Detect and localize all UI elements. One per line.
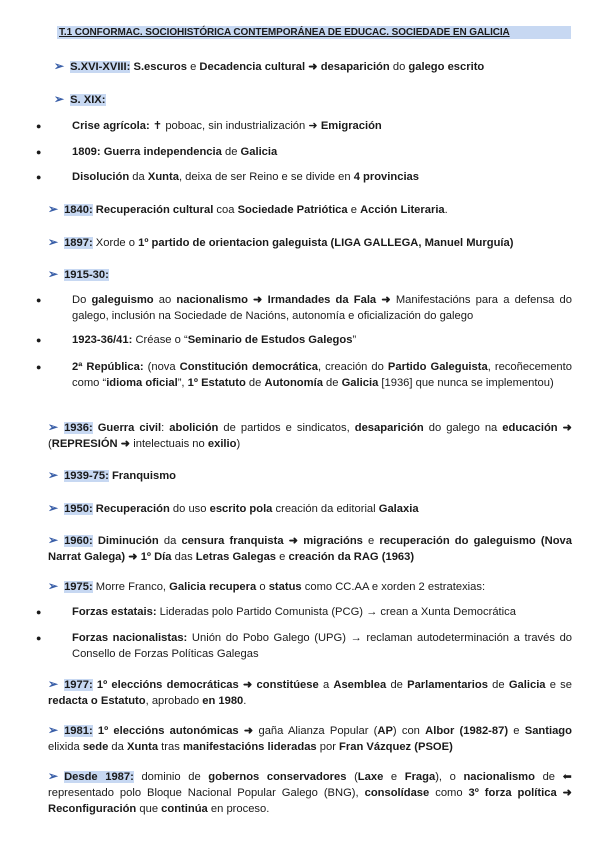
section-1915-30 (48, 266, 109, 283)
section-head: 1915-30: (64, 269, 109, 281)
section-head: 1950: (64, 503, 93, 515)
section-s19 (54, 91, 106, 108)
section-head: 1936: (64, 422, 93, 434)
section-1960: ➢ 1960: Diminución da censura franquista ➜ migracións e recuperación do galeguismo (Nova Narrat Galega) ➜ 1º Día das Letras Galegas e creación da RAG (1963) (48, 533, 572, 563)
section-1977: ➢ 1977: 1º eleccións democráticas ➜ constitúese a Asemblea de Parlamentarios de Galicia e se redacta o Estatuto, aprobado en 1980. (48, 677, 572, 707)
bullet-icon: ● (36, 607, 42, 617)
arrow-bullet-icon: ➢ (48, 769, 59, 783)
arrow-bullet-icon: ➢ (48, 677, 59, 691)
section-s16-18: ➢ S.XVI-XVIII: S.escuros e Decadencia cultural ➜ desaparición do galego escrito (54, 59, 485, 73)
bullet-icon: ● (36, 335, 42, 345)
page-title: T.1 CONFORMAC. SOCIOHISTÓRICA CONTEMPORÁNEA DE EDUCAC. SOCIEDADE EN GALICIA (57, 26, 571, 39)
list-item-forzas-estatais: Forzas estatais: Lideradas polo Partido Comunista (PCG) → crean a Xunta Democrática (72, 606, 516, 618)
section-head: 1977: (64, 679, 93, 691)
section-head: 1897: (64, 237, 93, 249)
section-head: Desde 1987: (64, 771, 134, 783)
bullet-icon: ● (36, 147, 42, 157)
bullet-icon: ● (36, 362, 42, 372)
section-head: S. XIX: (70, 94, 106, 106)
arrow-bullet-icon: ➢ (48, 533, 59, 547)
bullet-icon: ● (36, 295, 42, 305)
section-head: 1840: (64, 204, 93, 216)
list-item-disolucion: Disolución da Xunta, deixa de ser Reino e se divide en 4 provincias (72, 171, 419, 183)
section-1840: ➢ 1840: Recuperación cultural coa Sociedade Patriótica e Acción Literaria. (48, 202, 448, 216)
section-1936: ➢ 1936: Guerra civil: abolición de partidos e sindicatos, desaparición do galego na educación ➜ (REPRESIÓN ➜ intelectuais no exilio) (48, 420, 572, 450)
bullet-icon: ● (36, 121, 42, 131)
list-item-forzas-nacionalistas: Forzas nacionalistas: Unión do Pobo Galego (UPG) → reclaman autodeterminación a través do Consello de Forzas Políticas Galegas (72, 632, 573, 660)
section-head: 1975: (64, 581, 93, 593)
arrow-bullet-icon: ➢ (48, 579, 59, 593)
list-item-galeguismo: Do galeguismo ao nacionalismo ➜ Irmandades da Fala ➜ Manifestacións para a defensa do galego, inclusión na Sociedade de Nacións, autonomía e oficialización do galego (72, 294, 572, 322)
section-1981: ➢ 1981: 1º eleccións autonómicas ➜ gaña Alianza Popular (AP) con Albor (1982-87) e Santiago elixida sede da Xunta tras manifestacións lideradas por Fran Vázquez (PSOE) (48, 723, 572, 753)
section-1950: ➢ 1950: Recuperación do uso escrito pola creación da editorial Galaxia (48, 501, 419, 515)
arrow-bullet-icon: ➢ (48, 501, 59, 515)
arrow-bullet-icon: ➢ (48, 235, 59, 249)
section-1897: ➢ 1897: Xorde o 1º partido de orientacion galeguista (LIGA GALLEGA, Manuel Murguía) (48, 235, 514, 249)
bullet-icon: ● (36, 633, 42, 643)
section-head: 1939-75: (64, 470, 109, 482)
list-item-2republica: 2ª República: (nova Constitución democrática, creación do Partido Galeguista, recoñecemento como “idioma oficial”, 1º Estatuto de Autonomía de Galicia [1936] que nunca se implementou) (72, 361, 572, 389)
section-head: 1960: (64, 535, 93, 547)
list-item-1809: 1809: Guerra independencia de Galicia (72, 146, 278, 158)
list-item-crise: Crise agrícola: ✝ poboac, sin industrialización ➜ Emigración (72, 120, 382, 132)
arrow-bullet-icon: ➢ (54, 59, 65, 73)
list-item-1923: 1923-36/41: Créase o “Seminario de Estudos Galegos” (72, 334, 357, 346)
section-head: 1981: (64, 725, 93, 737)
section-1987: ➢ Desde 1987: dominio de gobernos conservadores (Laxe e Fraga), o nacionalismo de ⬅ representado polo Bloque Nacional Popular Galego (BNG), consolídase como 3º forza política ➜ Reconfiguración que continúa en proceso. (48, 769, 572, 815)
arrow-bullet-icon: ➢ (48, 420, 59, 434)
section-1975: ➢ 1975: Morre Franco, Galicia recupera o status como CC.AA e xorden 2 estratexias: (48, 579, 486, 593)
arrow-bullet-icon: ➢ (48, 468, 59, 482)
arrow-bullet-icon: ➢ (48, 267, 59, 281)
section-head: S.XVI-XVIII: (70, 61, 131, 73)
arrow-bullet-icon: ➢ (54, 92, 65, 106)
section-1939-75: ➢ 1939-75: Franquismo (48, 468, 176, 482)
arrow-bullet-icon: ➢ (48, 723, 59, 737)
bullet-icon: ● (36, 172, 42, 182)
arrow-bullet-icon: ➢ (48, 202, 59, 216)
